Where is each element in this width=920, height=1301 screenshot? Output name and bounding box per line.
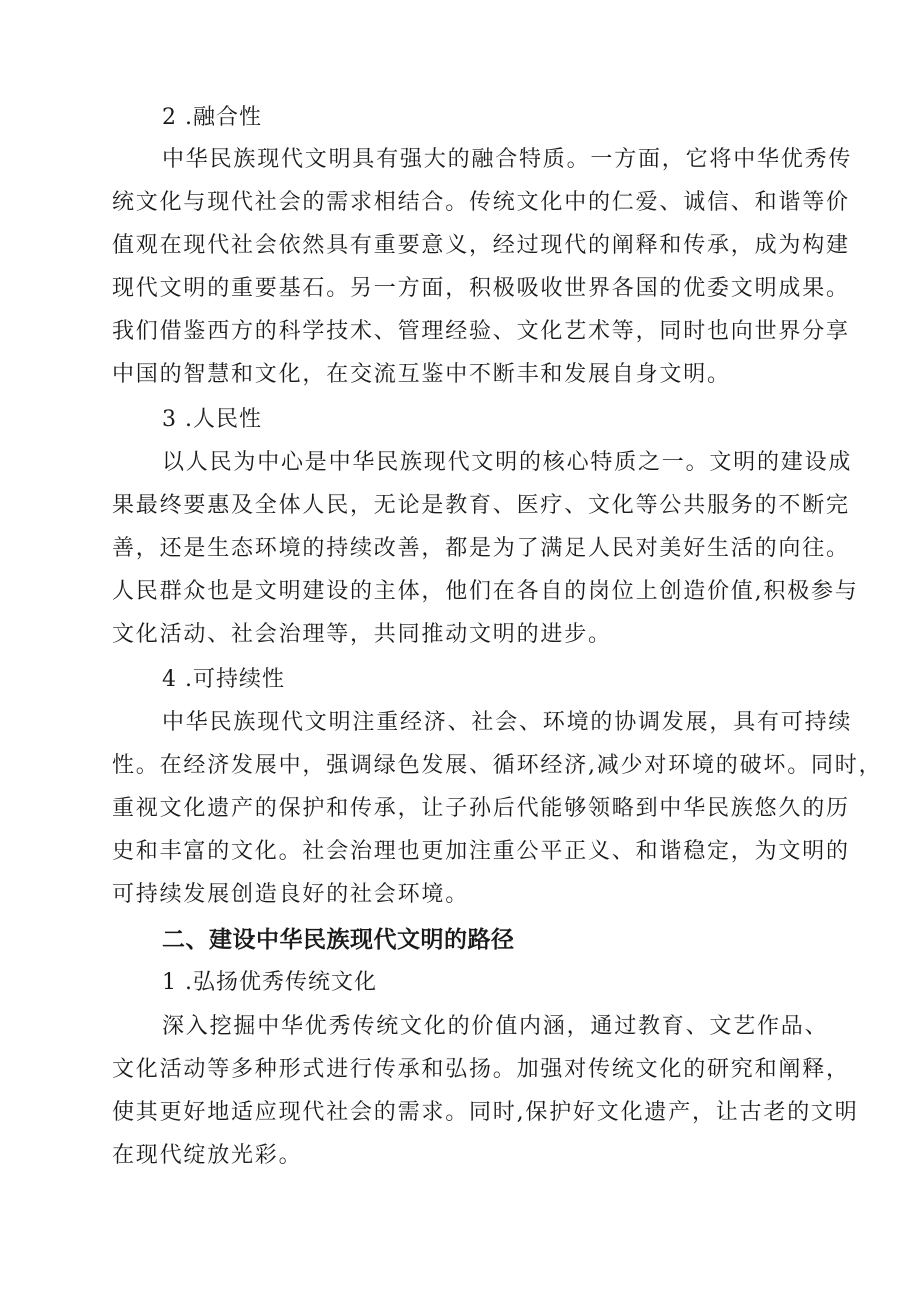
paragraph-line: 深入挖掘中华优秀传统文化的价值内涵，通过教育、文艺作品、 [162,1014,829,1039]
paragraph-line: 中华民族现代文明具有强大的融合特质。一方面，它将中华优秀传 [162,147,853,172]
subheading-promote-culture: 1 .弘扬优秀传统文化 [162,970,377,995]
subheading-people: 3 .人民性 [162,407,262,432]
paragraph-line: 人民群众也是文明建设的主体，他们在各自的岗位上创造价值,积极参与 [112,579,859,604]
paragraph-line: 可持续发展创造良好的社会环境。 [112,882,470,907]
paragraph-line: 重视文化遗产的保护和传承，让子孙后代能够领略到中华民族悠久的历 [112,796,850,821]
paragraph-line: 值观在现代社会依然具有重要意义，经过现代的阐释和传承，成为构建 [112,233,850,258]
subheading-sustainability: 4 .可持续性 [162,667,285,692]
paragraph-line: 现代文明的重要基石。另一方面，积极吸收世界各国的优委文明成果。 [112,276,850,301]
paragraph-line: 果最终要惠及全体人民，无论是教育、医疗、文化等公共服务的不断完 [112,493,850,518]
paragraph-line: 中国的智慧和文化，在交流互鉴中不断丰和发展自身文明。 [112,362,731,387]
paragraph-line: 在现代绽放光彩。 [112,1143,303,1168]
paragraph-line: 性。在经济发展中，强调绿色发展、循环经济,减少对环境的破坏。同时， [112,753,883,778]
paragraph-line: 使其更好地适应现代社会的需求。同时,保护好文化遗产，让古老的文明 [112,1100,859,1125]
paragraph-line: 中华民族现代文明注重经济、社会、环境的协调发展，具有可持续 [162,710,853,735]
paragraph-line: 统文化与现代社会的需求相结合。传统文化中的仁爱、诚信、和谐等价 [112,190,850,215]
paragraph-line: 文化活动等多种形式进行传承和弘扬。加强对传统文化的研究和阐释， [112,1057,850,1082]
paragraph-line: 以人民为中心是中华民族现代文明的核心特质之一。文明的建设成 [162,450,853,475]
paragraph-line: 文化活动、社会治理等，共同推动文明的进步。 [112,622,612,647]
paragraph-line: 史和丰富的文化。社会治理也更加注重公平正义、和谐稳定，为文明的 [112,839,850,864]
section-heading-paths: 二、建设中华民族现代文明的路径 [162,927,515,953]
paragraph-line: 我们借鉴西方的科学技术、管理经验、文化艺术等，同时也向世界分享 [112,319,850,344]
subheading-fusion: 2 .融合性 [162,105,262,130]
paragraph-line: 善，还是生态环境的持续改善，都是为了满足人民对美好生活的向往。 [112,536,850,561]
